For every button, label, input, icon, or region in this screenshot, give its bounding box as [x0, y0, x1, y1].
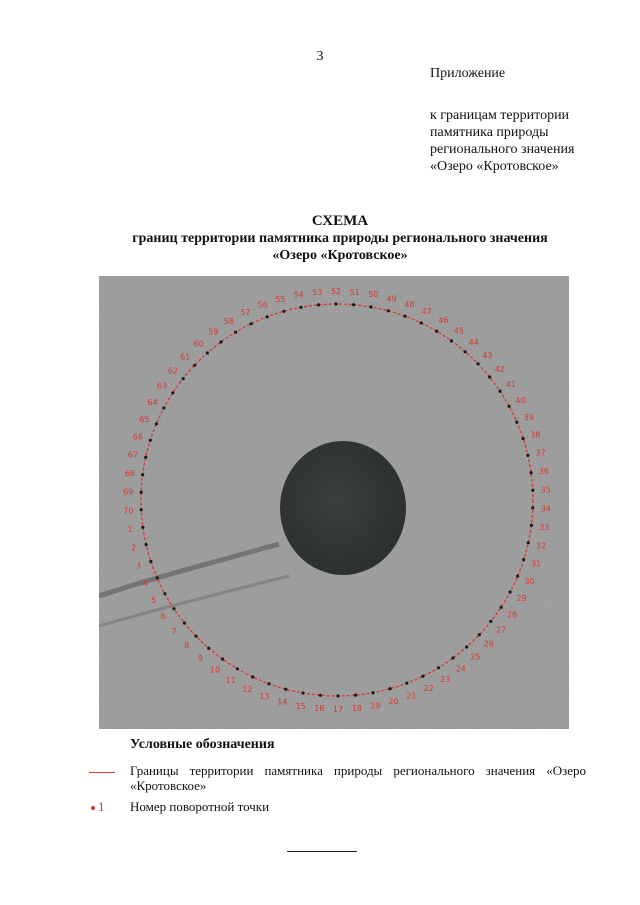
turning-point-label: 62 [167, 366, 178, 376]
legend-point-number: 1 [98, 799, 105, 814]
legend-point-label: Номер поворотной точки [130, 799, 270, 814]
turning-point-label: 19 [370, 701, 381, 711]
turning-point-label: 61 [180, 352, 191, 362]
turning-point-label: 7 [171, 627, 177, 637]
turning-point [354, 694, 357, 697]
turning-point [352, 303, 355, 306]
turning-point [405, 682, 408, 685]
turning-point-label: 4 [142, 579, 148, 589]
turning-point-label: 14 [277, 697, 288, 707]
turning-point [234, 331, 237, 334]
page-number: 3 [316, 49, 324, 64]
turning-point-label: 45 [453, 326, 465, 336]
turning-point-label: 1 [127, 525, 133, 535]
turning-point-label: 13 [259, 692, 270, 701]
legend-boundary-label: Границы территории памятника природы регионального значения «Озеро «Кротовское» [130, 763, 586, 793]
turning-point-label: 69 [123, 487, 134, 497]
turning-point [163, 592, 166, 595]
turning-point-label: 44 [468, 337, 479, 347]
turning-point-label: 40 [515, 396, 526, 405]
turning-point [319, 694, 322, 697]
turning-point [488, 375, 491, 378]
turning-point-label: 24 [455, 664, 466, 674]
turning-point [531, 506, 534, 509]
turning-point [251, 675, 254, 678]
turning-point-label: 55 [275, 294, 286, 304]
turning-point-label: 28 [506, 610, 518, 620]
scheme-subtitle-1: границ территории памятника природы регионального значения [132, 231, 548, 246]
turning-point-label: 37 [535, 448, 546, 458]
turning-point-label: 59 [208, 327, 219, 337]
turning-point-label: 34 [540, 504, 551, 514]
turning-point [403, 315, 406, 318]
turning-point [145, 543, 148, 546]
legend-point-dot [91, 806, 95, 810]
turning-point-label: 70 [123, 506, 134, 516]
turning-point [530, 471, 533, 474]
turning-point-label: 20 [388, 697, 399, 707]
turning-point [207, 647, 210, 650]
lake [280, 441, 406, 575]
turning-point [389, 687, 392, 690]
turning-point-label: 35 [540, 485, 551, 495]
turning-point-label: 10 [209, 665, 221, 675]
turning-point-label: 52 [330, 287, 342, 296]
turning-point [336, 694, 339, 697]
turning-point [221, 658, 224, 661]
turning-point [149, 439, 152, 442]
turning-point [149, 560, 152, 563]
turning-point-label: 3 [136, 561, 142, 571]
turning-point [531, 489, 534, 492]
turning-point [206, 351, 209, 354]
turning-point-label: 31 [531, 559, 542, 569]
turning-point-label: 25 [470, 652, 481, 662]
legend-title: Условные обозначения [130, 737, 275, 752]
turning-point-label: 68 [124, 469, 135, 478]
turning-point [144, 456, 147, 459]
turning-point-label: 18 [351, 704, 362, 714]
turning-point-label: 60 [193, 339, 204, 349]
turning-point-label: 38 [530, 430, 541, 440]
turning-point [301, 691, 304, 694]
turning-point-label: 66 [132, 432, 143, 442]
turning-point [162, 406, 165, 409]
legend-boundary-line [89, 772, 115, 773]
turning-point [250, 322, 253, 325]
turning-point [282, 310, 285, 313]
turning-point-label: 42 [494, 364, 505, 374]
turning-point [266, 315, 269, 318]
turning-point [140, 508, 143, 511]
turning-point [299, 306, 302, 309]
turning-point-label: 65 [139, 414, 150, 424]
turning-point [219, 340, 222, 343]
turning-point-label: 26 [483, 639, 494, 649]
turning-point [508, 405, 511, 408]
annex-title: Приложение [430, 66, 506, 81]
turning-point-label: 51 [349, 287, 360, 297]
turning-point-label: 47 [421, 307, 432, 317]
turning-point [450, 339, 453, 342]
turning-point [172, 607, 175, 610]
turning-point-label: 43 [482, 350, 493, 360]
turning-point [530, 524, 533, 527]
annex-line: регионального значения [430, 142, 575, 157]
turning-point [522, 437, 525, 440]
turning-point [156, 576, 159, 579]
turning-point [371, 691, 374, 694]
turning-point [267, 682, 270, 685]
turning-point [155, 422, 158, 425]
turning-point [464, 350, 467, 353]
turning-point [141, 526, 144, 529]
turning-point-label: 56 [257, 300, 268, 310]
turning-point-label: 27 [496, 625, 507, 635]
scheme-title: СХЕМА [311, 213, 369, 229]
turning-point-label: 11 [225, 675, 236, 685]
turning-point-label: 53 [312, 287, 323, 297]
turning-point-label: 12 [242, 684, 253, 694]
turning-point [369, 305, 372, 308]
turning-point [516, 575, 519, 578]
turning-point-label: 15 [295, 701, 306, 711]
turning-point-label: 17 [332, 705, 344, 714]
turning-point-label: 21 [406, 691, 417, 701]
turning-point [421, 675, 424, 678]
turning-point [182, 377, 185, 380]
turning-point-label: 64 [147, 397, 158, 407]
satellite-map [99, 276, 569, 729]
turning-point-label: 22 [423, 683, 434, 693]
footer-divider [287, 851, 357, 852]
turning-point-label: 6 [160, 612, 166, 621]
turning-point [183, 621, 186, 624]
turning-point [509, 590, 512, 593]
turning-point [141, 473, 144, 476]
annex-line: «Озеро «Кротовское» [430, 159, 559, 174]
turning-point-label: 5 [150, 596, 157, 605]
turning-point [435, 330, 438, 333]
turning-point-label: 41 [505, 380, 516, 389]
turning-point-label: 54 [293, 290, 304, 300]
turning-point [437, 666, 440, 669]
turning-point [334, 302, 337, 305]
turning-point-label: 29 [516, 594, 527, 604]
turning-point [498, 390, 501, 393]
turning-point-label: 49 [386, 294, 397, 304]
turning-point-label: 23 [440, 674, 451, 684]
annex-subtitle [430, 107, 574, 175]
turning-point-label: 48 [404, 300, 415, 309]
turning-point [489, 620, 492, 623]
turning-point [317, 303, 320, 306]
turning-point-label: 67 [127, 450, 139, 460]
turning-point [478, 633, 481, 636]
turning-point-label: 57 [240, 308, 251, 318]
turning-point-label: 8 [184, 641, 190, 651]
turning-point [420, 321, 423, 324]
turning-point [387, 309, 390, 312]
turning-point-label: 9 [197, 654, 203, 664]
map-svg [99, 276, 569, 729]
turning-point [171, 391, 174, 394]
turning-point [236, 667, 239, 670]
scheme-heading [60, 212, 620, 264]
turning-point [522, 558, 525, 561]
turning-point [140, 491, 143, 494]
turning-point [465, 645, 468, 648]
turning-point [515, 421, 518, 424]
turning-point [194, 635, 197, 638]
turning-point [500, 606, 503, 609]
turning-point-label: 58 [223, 317, 234, 327]
turning-point [527, 541, 530, 544]
turning-point-label: 2 [130, 543, 137, 553]
scheme-subtitle-2: «Озеро «Кротовское» [272, 248, 408, 263]
turning-point-label: 36 [538, 466, 550, 476]
turning-point-label: 39 [523, 412, 534, 422]
turning-point [476, 362, 479, 365]
turning-point [526, 454, 529, 457]
turning-point-label: 30 [524, 577, 535, 587]
turning-point-label: 63 [156, 381, 168, 391]
turning-point-label: 33 [539, 523, 550, 532]
turning-point-label: 32 [535, 541, 547, 551]
turning-point-label: 46 [438, 316, 449, 326]
annex-line: памятника природы [430, 125, 549, 140]
turning-point [193, 364, 196, 367]
annex-line: к границам территории [430, 108, 570, 123]
turning-point-label: 50 [368, 290, 379, 300]
turning-point-label: 16 [314, 704, 325, 714]
turning-point [451, 656, 454, 659]
turning-point [284, 688, 287, 691]
